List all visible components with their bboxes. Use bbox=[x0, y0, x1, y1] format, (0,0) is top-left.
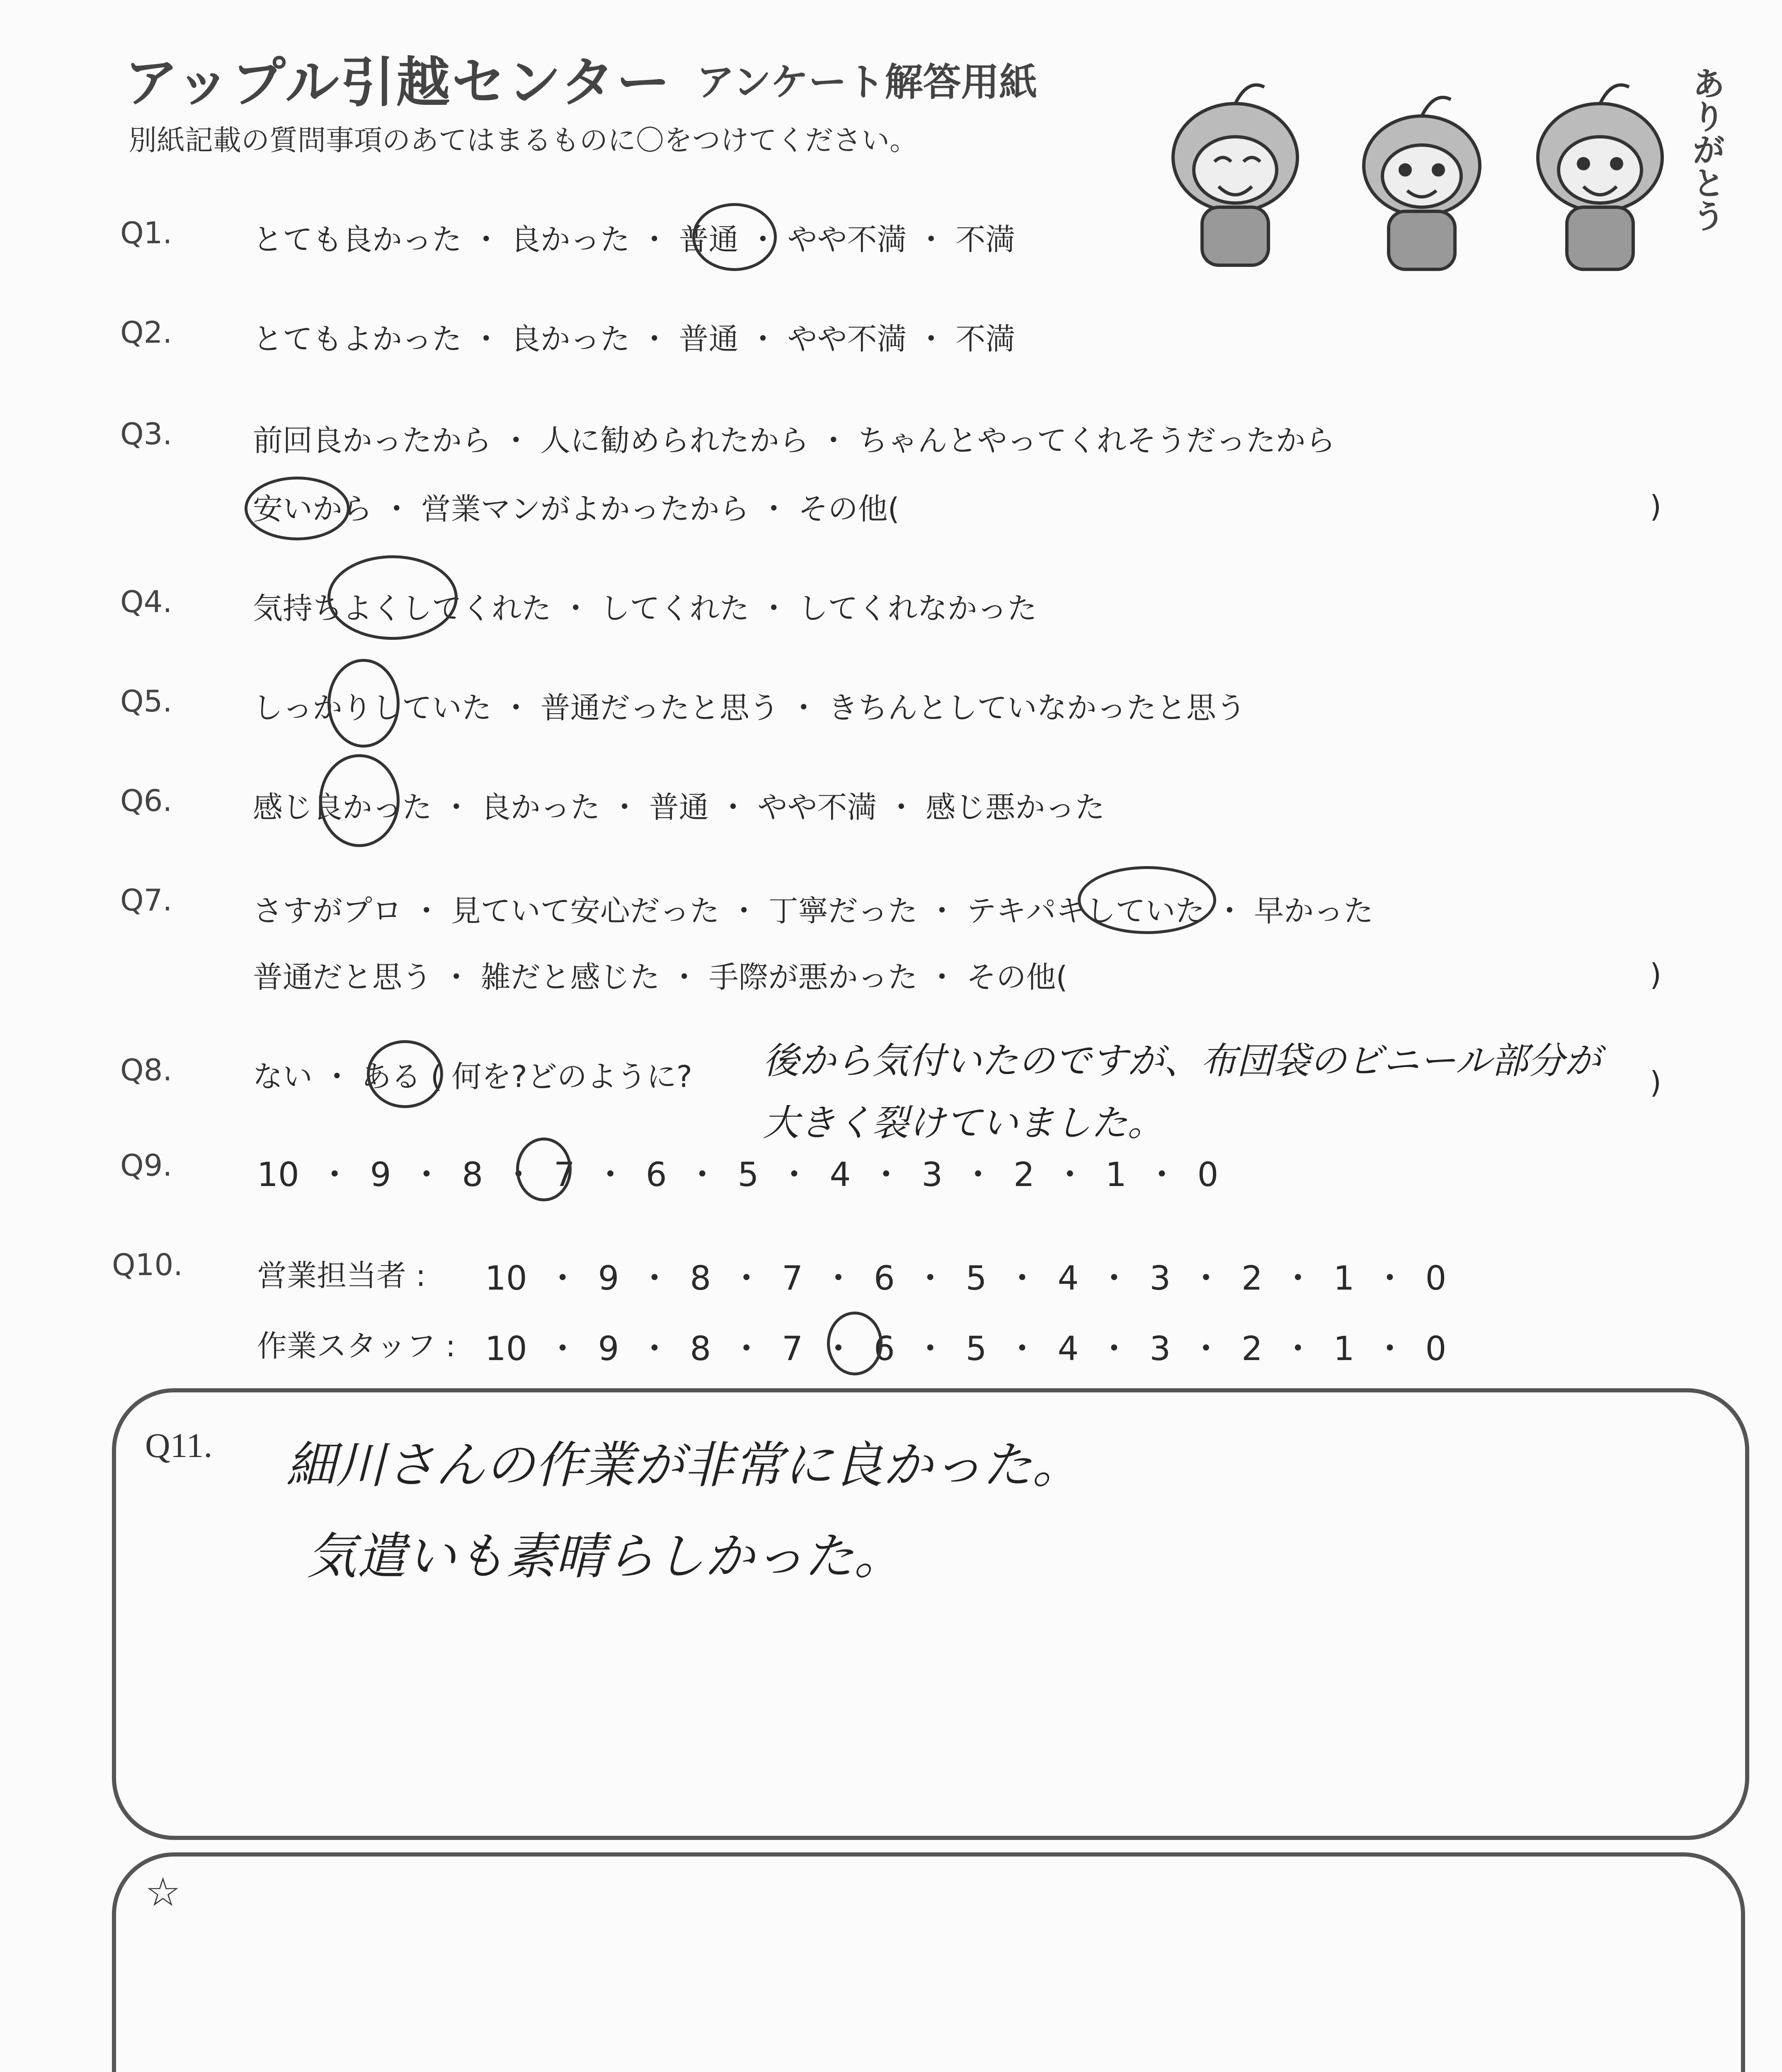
q7-option[interactable]: 普通だと思う bbox=[253, 960, 432, 995]
q5-option[interactable]: きちんとしていなかったと思う bbox=[828, 690, 1246, 725]
q2-option[interactable]: 不満 bbox=[955, 322, 1016, 356]
q1-option[interactable]: 不満 bbox=[955, 222, 1016, 257]
q4-options: 気持ちよくしてくれた ・ してくれた ・ してくれなかった bbox=[253, 591, 1037, 626]
q10-staff-label: 作業スタッフ : bbox=[257, 1329, 456, 1363]
q7-option[interactable]: その他( bbox=[966, 960, 1068, 995]
q8-handwritten-answer-line2: 大きく裂けていました。 bbox=[763, 1101, 1164, 1144]
q1-label: Q1. bbox=[120, 215, 172, 250]
q6-option[interactable]: やや不満 bbox=[757, 790, 877, 825]
q3-option[interactable]: その他( bbox=[798, 491, 899, 526]
q8-label: Q8. bbox=[120, 1053, 172, 1087]
q3-close-paren: ) bbox=[1650, 489, 1662, 524]
q4-option[interactable]: 気持ちよくしてくれた bbox=[253, 591, 552, 626]
selection-circle bbox=[327, 659, 400, 748]
selection-circle bbox=[516, 1138, 572, 1201]
free-comment-box[interactable] bbox=[112, 1852, 1745, 2072]
selection-circle bbox=[827, 1312, 883, 1375]
q2-option[interactable]: 普通 bbox=[679, 322, 739, 356]
q10-staff-scale[interactable]: 10 ・ 9 ・ 8 ・ 7 ・ 6 ・ 5 ・ 4 ・ 3 ・ 2 ・ 1 ・ 0 bbox=[485, 1329, 1447, 1368]
q8-handwritten-answer-line1: 後から気付いたのですが、布団袋のビニール部分が bbox=[763, 1039, 1601, 1082]
q6-options: 感じ良かった ・ 良かった ・ 普通 ・ やや不満 ・ 感じ悪かった bbox=[253, 790, 1105, 825]
q7-option[interactable]: さすがプロ bbox=[253, 893, 402, 928]
selection-circle bbox=[327, 555, 458, 640]
q2-label: Q2. bbox=[120, 315, 172, 350]
monkey-mascot-icon bbox=[1173, 85, 1297, 265]
q5-option[interactable]: 普通だったと思う bbox=[540, 690, 779, 725]
q11-label: Q11. bbox=[145, 1426, 213, 1465]
q7-option[interactable]: 雑だと感じた bbox=[480, 960, 660, 995]
form-title: アンケート解答用紙 bbox=[696, 60, 1038, 104]
q8-prompt: ( 何を?どのように? bbox=[430, 1059, 693, 1094]
monkey-mascot-icon bbox=[1538, 85, 1662, 269]
q7-label: Q7. bbox=[120, 883, 172, 917]
q7-option[interactable]: 丁寧だった bbox=[768, 893, 918, 928]
q6-option[interactable]: 感じ良かった bbox=[253, 790, 432, 825]
q6-label: Q6. bbox=[120, 783, 172, 818]
q3-option[interactable]: 営業マンがよかったから bbox=[421, 491, 749, 526]
q7-options-line2: 普通だと思う ・ 雑だと感じた ・ 手際が悪かった ・ その他( bbox=[253, 960, 1068, 995]
q1-option[interactable]: 普通 bbox=[679, 222, 739, 257]
monkey-mascots-illustration bbox=[1152, 58, 1733, 282]
q8-close-paren: ) bbox=[1650, 1065, 1662, 1100]
q2-option[interactable]: 良かった bbox=[510, 322, 630, 356]
q1-option[interactable]: とても良かった bbox=[253, 222, 462, 257]
q7-option[interactable]: 早かった bbox=[1254, 893, 1374, 928]
selection-circle bbox=[692, 203, 777, 271]
selection-circle bbox=[367, 1040, 443, 1108]
q10-label: Q10. bbox=[112, 1247, 183, 1282]
q1-options: とても良かった ・ 良かった ・ 普通 ・ やや不満 ・ 不満 bbox=[253, 222, 1016, 257]
monkey-mascot-icon bbox=[1364, 97, 1480, 269]
q10-sales-label: 営業担当者 : bbox=[257, 1258, 426, 1293]
q4-label: Q4. bbox=[120, 584, 172, 619]
q5-option[interactable]: しっかりしていた bbox=[253, 690, 492, 725]
q7-option[interactable]: テキパキしていた bbox=[966, 893, 1205, 928]
selection-circle bbox=[319, 754, 400, 847]
q4-option[interactable]: してくれなかった bbox=[798, 591, 1037, 626]
q8-option[interactable]: ある bbox=[361, 1059, 421, 1094]
q3-option[interactable]: ちゃんとやってくれそうだったから bbox=[858, 423, 1336, 458]
q3-options-line1: 前回良かったから ・ 人に勧められたから ・ ちゃんとやってくれそうだったから bbox=[253, 423, 1336, 458]
mascot-caption: ありがとう bbox=[1687, 66, 1725, 232]
q9-scale[interactable]: 10 ・ 9 ・ 8 ・ 7 ・ 6 ・ 5 ・ 4 ・ 3 ・ 2 ・ 1 ・ 0 bbox=[257, 1155, 1219, 1194]
q5-options: しっかりしていた ・ 普通だったと思う ・ きちんとしていなかったと思う bbox=[253, 690, 1246, 725]
q8-option[interactable]: ない bbox=[253, 1059, 313, 1094]
q7-option[interactable]: 手際が悪かった bbox=[708, 960, 918, 995]
q2-option[interactable]: とてもよかった bbox=[253, 322, 462, 356]
q3-option[interactable]: 人に勧められたから bbox=[540, 423, 809, 458]
q3-option[interactable]: 安いから bbox=[253, 491, 373, 526]
selection-circle bbox=[245, 477, 350, 540]
q3-option[interactable]: 前回良かったから bbox=[253, 423, 492, 458]
q6-option[interactable]: 良かった bbox=[480, 790, 600, 825]
q7-options-line1: さすがプロ ・ 見ていて安心だった ・ 丁寧だった ・ テキパキしていた ・ 早かった bbox=[253, 893, 1374, 928]
company-title: アップル引越センター bbox=[124, 51, 672, 114]
q3-options-line2: 安いから ・ 営業マンがよかったから ・ その他( bbox=[253, 491, 899, 526]
q10-sales-scale[interactable]: 10 ・ 9 ・ 8 ・ 7 ・ 6 ・ 5 ・ 4 ・ 3 ・ 2 ・ 1 ・ 0 bbox=[485, 1259, 1447, 1297]
q8-options: ない ・ ある ( 何を?どのように? bbox=[253, 1059, 693, 1094]
q11-handwritten-line2: 気遣いも素晴らしかった。 bbox=[307, 1528, 904, 1585]
q3-label: Q3. bbox=[120, 416, 172, 451]
q9-label: Q9. bbox=[120, 1148, 172, 1183]
q7-close-paren: ) bbox=[1650, 957, 1662, 992]
star-icon: ☆ bbox=[145, 1870, 181, 1915]
q2-option[interactable]: やや不満 bbox=[787, 322, 907, 356]
q1-option[interactable]: やや不満 bbox=[787, 222, 907, 257]
q6-option[interactable]: 普通 bbox=[649, 790, 709, 825]
q11-handwritten-line1: 細川さんの作業が非常に良かった。 bbox=[286, 1437, 1082, 1494]
instructions: 別紙記載の質問事項のあてはまるものに〇をつけてください。 bbox=[128, 124, 918, 157]
q4-option[interactable]: してくれた bbox=[600, 591, 749, 626]
selection-circle bbox=[1078, 866, 1216, 934]
q2-options: とてもよかった ・ 良かった ・ 普通 ・ やや不満 ・ 不満 bbox=[253, 322, 1016, 356]
q7-option[interactable]: 見ていて安心だった bbox=[451, 893, 720, 928]
q6-option[interactable]: 感じ悪かった bbox=[926, 790, 1105, 825]
q1-option[interactable]: 良かった bbox=[510, 222, 630, 257]
q5-label: Q5. bbox=[120, 684, 172, 719]
